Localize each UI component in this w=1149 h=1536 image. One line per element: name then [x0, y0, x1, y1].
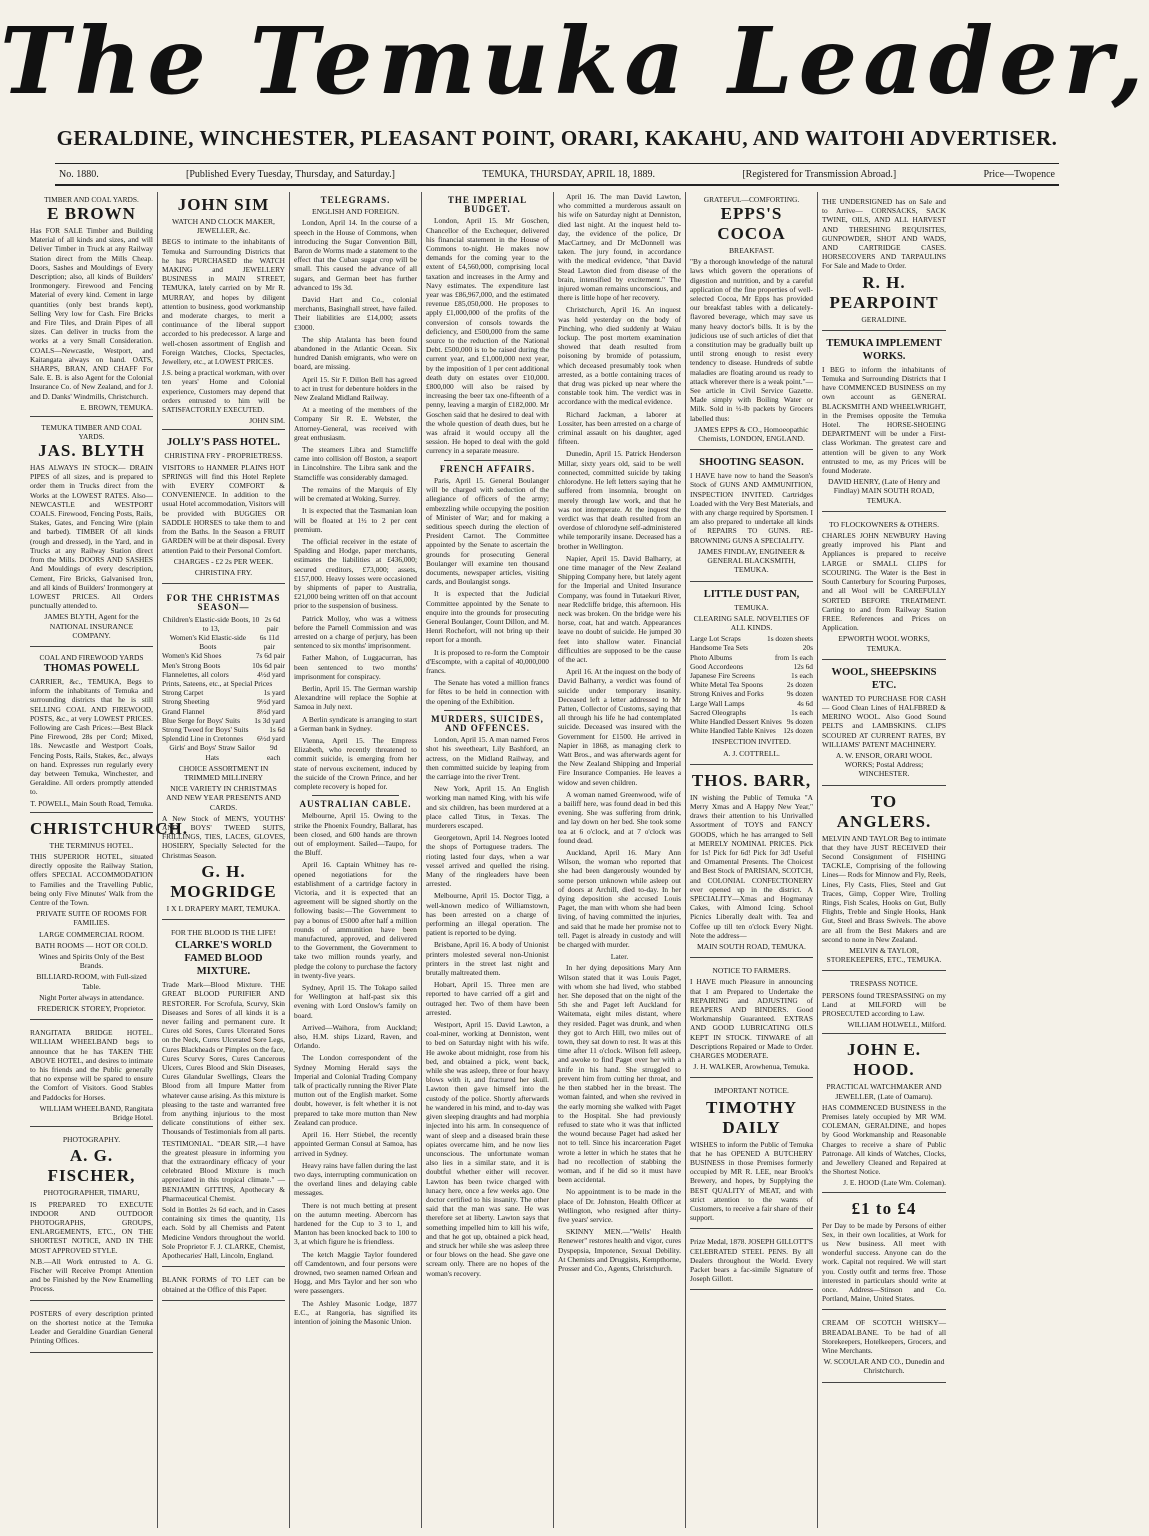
advert-name: TIMOTHY DAILY: [705, 1097, 798, 1137]
price-list-row: [162, 679, 285, 688]
advert-name: TEMUKA IMPLEMENT WORKS.: [826, 337, 942, 362]
wool-sheepskins-advert: [822, 663, 946, 786]
article-paragraph: There is not much betting at present on the autumn meeting. Abercorn has hardened for the Cup to 3 to 1, and Manton has been knocked back to 100 to 3, at which figure he is friendless.: [294, 1200, 417, 1247]
advert-name: LITTLE DUST PAN,: [703, 588, 800, 600]
article-paragraph: April 16. The man David Lawton, who committed a murderous assault on his wife on Saturday night at Denniston, died last night. At the inquest held to-day, the evidence of the police, Dr MacCartney, and Dr McDonnell was taken. The jury found, in accordance with the medical evidence, "that David Stead Lawton died from disease of the brain, intensified by excitement." The injured woman remains unconscious, and there is little hope of her recovery.: [558, 192, 681, 303]
price-list-row: [690, 726, 813, 735]
article-paragraph: It is expected that the Judicial Committee appointed by the Senate to enquire into the grounds for prosecuting General Boulanger, Count Dillon, and M. Henri Rochefort, will not bring up their report for a month.: [426, 589, 549, 645]
price-list-row: [690, 689, 813, 698]
trespass-notice: [822, 974, 946, 1034]
advert-body: THE UNDERSIGNED has on Sale and to Arrive— CORNSACKS, SACK TWINE, OILS, AND ALL HARVEST AND THRESHING REQUISITES, GUNPOWDER, SHOT AND WADS, AND CARTRIDGE CASES. HORSECOVERS AND TARPAULINS For Sale and Made to Order.: [822, 197, 946, 271]
advert-name: CLARKE'S WORLD FAMED BLOOD MIXTURE.: [175, 940, 272, 978]
column-7: [818, 192, 950, 1528]
jollys-pass-hotel-advert: [162, 433, 285, 584]
article-paragraph: Melbourne, April 15. Doctor Tigg, a well-known medico of Williamstown, has been arrested on a charge of performing an illegal operation. The patient is reported to be dying.: [426, 891, 549, 938]
column-6: [686, 192, 818, 1528]
price-list-row: [690, 717, 813, 726]
advert-signature: JAMES FINDLAY, ENGINEER & GENERAL BLACKSMITH, TEMUKA.: [697, 546, 806, 575]
price-list-row: [162, 743, 285, 761]
price-list-row: [162, 734, 285, 743]
price-list-price: 9s dozen: [786, 716, 813, 726]
price-list-row: [690, 671, 813, 680]
masthead-title: The Temuka Leader,: [0, 7, 1149, 115]
advert-line: Wines and Spirits Only of the Best Brands.: [38, 952, 145, 971]
advert-body: Prize Medal, 1878. JOSEPH GILLOTT'S CELEBRATED STEEL PENS. By all Dealers throughout the World. Every Packet bears a fac-simile Signature of Joseph Gillott.: [690, 1237, 813, 1284]
article-paragraph: Berlin, April 15. The German warship Alexandrine will replace the Sophie at Samoa in July next.: [294, 683, 417, 712]
advert-name: SHOOTING SEASON.: [699, 457, 804, 469]
advert-signature: A. W. ENSOR, ORARI WOOL WORKS; Postal Address; WINCHESTER.: [835, 750, 933, 779]
advert-body: THIS SUPERIOR HOTEL, situated directly opposite the Railway Station, offers SPECIAL ACCOMMODATION to Families and the Travelling Public, being only Five Minutes' Walk from the Centre of the Town.: [30, 851, 153, 907]
advert-signature: FREDERICK STOREY, Proprietor.: [37, 1004, 146, 1014]
article-paragraph: Christchurch, April 16. An inquest was held yesterday on the body of Pinching, who died suddenly at Waiau lockup. The post mortem examination showed that death resulted from poisoning by bromide of potassium, which deceased presumably took when arrested, as a bottle containing traces of that drug was picked up near where the constable took him. The verdict was in accordance with the medical evidence.: [558, 305, 681, 407]
advert-signature: JAMES EPPS & CO., Homoeopathic Chemists, LONDON, ENGLAND.: [694, 424, 809, 444]
terminus-hotel-advert: [30, 816, 188, 1020]
advert-signature: JOHN SIM.: [249, 416, 285, 426]
advert-body: IS PREPARED TO EXECUTE INDOOR AND OUTDOOR PHOTOGRAPHS, GROUPS, ENLARGEMENTS, ETC., ON THE SHORTEST NOTICE, AND IN THE MOST APPROVED STYLE.: [30, 1199, 153, 1255]
price-list-price: 9d each: [266, 743, 281, 762]
price-list: [162, 615, 285, 762]
price-list-item: White Handled Table Knives: [690, 726, 776, 736]
article-paragraph: Paris, April 15. General Boulanger will be charged with seduction of the allegiance of officers of the army; embezzling while occupying the position of Minister of War; and for making a seditious speech during the election of President Carnot. The Committee appointed by the Senate to ascertain the grounds for prosecuting General Boulanger will examine ten thousand documents, newspaper articles, visiting cards, and Boulangist songs.: [426, 475, 549, 587]
article-paragraph: At a meeting of the members of the Company Sir R. E. Webster, the Attorney-General, was received with great enthusiasm.: [294, 405, 417, 442]
article-paragraph: Father Mahon, of Luggacurran, has been sentenced to two months' imprisonment for conspiracy.: [294, 653, 417, 681]
advert-line: BATH ROOMS — HOT OR COLD.: [35, 940, 148, 950]
price-list-row: [690, 680, 813, 689]
advert-body: PERSONS found TRESPASSING on my Land at MILFORD will be PROSECUTED according to Law.: [822, 990, 946, 1018]
advert-body: I HAVE much Pleasure in announcing that I am Prepared to Undertake the REPAIRING and ADJUSTING of REAPERS AND BINDERS. Good Workmanship Guaranteed. EXTRAS AND GOOD LUBRICATING OILS KEPT IN STOCK. TINWARE of all Descriptions Repaired or Made to Order. CHARGES MODERATE.: [690, 977, 813, 1061]
column-5: [554, 192, 686, 1528]
advert-note: Sold in Bottles 2s 6d each, and in Cases containing six times the quantity, 11s each. Sold by all Chemists and Patent Medicine Vendors throughout the world. Sole Proprietor F. J. CLARKE, Chemist, Apothecaries' Hall, Lincoln, England.: [162, 1205, 285, 1261]
article-paragraph: It is expected that the Tasmanian loan will be floated at 1½ to 2 per cent premium.: [294, 506, 417, 534]
fischer-advert: [30, 1130, 153, 1300]
advert-line: Night Porter always in attendance.: [39, 992, 144, 1002]
advert-subtitle: THE TERMINUS HOTEL.: [49, 840, 134, 850]
notice-to-farmers-advert: [690, 961, 813, 1078]
john-hood-advert: [822, 1037, 946, 1192]
price-list-row: [690, 699, 813, 708]
rangitata-hotel-advert: [30, 1023, 153, 1127]
price-list-row: [162, 633, 285, 651]
advert-signature: EPWORTH WOOL WORKS, TEMUKA.: [838, 634, 930, 653]
advert-testimonial: TESTIMONIAL. "DEAR SIR,—I have the greatest pleasure in informing you that the extraordinary efficacy of your celebrated Blood Mixture is much appreciated in this tropical climate." — BENJAMIN GITTINS, Apothecary & Pharmaceutical Chemist.: [162, 1138, 285, 1203]
section-heading: AUSTRALIAN CABLE.: [299, 799, 412, 810]
price-list-row: [162, 661, 285, 670]
advert-subtitle: PHOTOGRAPHER, TIMARU,: [43, 1188, 140, 1198]
price-list-row: [162, 697, 285, 706]
price-list-price: from 1s each: [774, 652, 813, 662]
price-list-row: [162, 725, 285, 734]
advert-tagline: TEMUKA TIMBER AND COAL YARDS.: [41, 423, 142, 442]
price-list-item: Strong Tweed for Boys' Suits: [162, 724, 249, 734]
price-list-price: 2s 6d pair: [264, 614, 281, 633]
advert-line: NICE VARIETY IN CHRISTMAS AND NEW YEAR PRESENTS AND CARDS.: [166, 784, 281, 812]
advert-signature: J. H. WALKER, Arowhenua, Temuka.: [693, 1062, 810, 1072]
article-paragraph: Brisbane, April 16. A body of Unionist printers molested several non-Unionist printers in the street last night and brutally maltreated them.: [426, 940, 549, 978]
advert-name: JOHN SIM: [177, 195, 270, 214]
price-list-item: Handsome Tea Sets: [690, 643, 749, 653]
price-list-item: Japanese Fire Screens: [690, 670, 755, 680]
article-paragraph: The London correspondent of the Sydney Morning Herald says the Imperial and Colonial Trading Company talk of practically running the River Plate mutton out of the English market. Some doubt, however, is felt whether it is not prepared to take more mutton than New Zealand can produce.: [294, 1053, 417, 1127]
article-paragraph: The steamers Libra and Stamcliffe came into collision off Boston, a seaport in Lincolnshire. The Libra sank and the Stamcliffe was considerably damaged.: [294, 445, 417, 482]
price-list-item: Large Lot Scraps: [690, 634, 741, 644]
advert-name: G. H. MOGRIDGE: [170, 861, 277, 901]
section-heading: TELEGRAMS.: [320, 195, 391, 205]
advert-tagline: GRATEFUL—COMFORTING.: [703, 195, 800, 204]
advert-signature: J. E. HOOD (Late Wm. Coleman).: [843, 1178, 946, 1188]
columns: [26, 192, 1088, 1528]
price-list-item: Sacred Oleographs: [690, 707, 747, 717]
issue-date: TEMUKA, THURSDAY, APRIL 18, 1889.: [482, 168, 656, 180]
advert-name: JOHN E. HOOD.: [846, 1040, 922, 1080]
advert-line: BILLIARD-ROOM, with Full-sized Table.: [36, 972, 147, 991]
article-paragraph: Arrived—Waihora, from Auckland; also, H.M. ships Lizard, Raven, and Orlando.: [294, 1022, 417, 1051]
section-heading: FRENCH AFFAIRS.: [439, 463, 536, 474]
advert-body: BLANK FORMS of TO LET can be obtained at the Office of this Paper.: [162, 1275, 285, 1294]
advert-subtitle: CHRISTINA FRY - PROPRIETRESS.: [164, 451, 283, 461]
price-list-row: [690, 634, 813, 643]
price-list-row: [162, 670, 285, 679]
price-list-row: [162, 615, 285, 633]
advert-body: I HAVE have now to hand the Season's Stock of GUNS AND AMMUNITION, INSPECTION INVITED. Cartridges Loaded with the Very Best Materials, and with any charge required by Sportsmen. I am also prepared to undertake all kinds of REPAIRS TO GUNS. RE-BROWNING GUNS A SPECIALITY.: [690, 471, 813, 545]
article-paragraph: April 15. Sir F. Dillon Bell has agreed to act in trust for debenture holders in the New Zealand Midland Railway.: [294, 374, 417, 403]
price-list-item: Flannelettes, all colors: [162, 669, 229, 679]
advert-name: WOOL, SHEEPSKINS ETC.: [831, 666, 937, 691]
masthead-subtitle: GERALDINE, WINCHESTER, PLEASANT POINT, ORARI, KAKAHU, AND WAITOHI ADVERTISER.: [56, 126, 1058, 150]
advert-tagline: TO FLOCKOWNERS & OTHERS.: [829, 519, 939, 529]
gillott-pens-advert: [690, 1232, 813, 1290]
price-list-item: Men's Strong Boots: [162, 660, 221, 670]
advert-body: "By a thorough knowledge of the natural laws which govern the operations of digestion and nutrition, and by a careful application of the fine properties of well-selected Cocoa, Mr Epps has provided our breakfast tables with a delicately-flavored beverage, which may save us many heavy doctor's bills. It is by the judicious use of such articles of diet that a constitution may be gradually built up until strong enough to resist every tendency to disease. Hundreds of subtle maladies are floating around us ready to attack wherever there is a weak point."—See article in Civil Service Gazette. Made simply with Boiling Water or Milk. Sold in ½-lb packets by Grocers labelled thus:: [690, 257, 813, 423]
article-paragraph: The official receiver in the estate of Spalding and Hodge, paper merchants, estimates the liabilities at £436,000; secured creditors, £73,000; assets, £157,000. Heavy losses were occasioned by shipments of paper to Australia, £21,000 being written off on that account prior to the suspension of business.: [294, 536, 417, 611]
advert-subtitle: PRACTICAL WATCHMAKER AND JEWELLER, (Late of Oamaru).: [826, 1082, 942, 1101]
masthead: [0, 6, 1149, 116]
article-paragraph: No appointment is to be made in the place of Dr. Johnston, Health Officer at Wellington, who resigned after thirty-five years' service.: [558, 1187, 681, 1224]
price-list-price: 6s 11d pair: [259, 632, 279, 652]
article-paragraph: In her dying depositions Mary Ann Wilson stated that it was Louis Paget, with whom she had lived, who stabbed her. She deposed that on the night of the 5th she and Paget left Auckland for Waitemata, eight miles distant, where they resided. Paget was drunk, and when they got to Arch Hill, two miles out of town, they sat down to rest. It was at this time after 11 o'clock. Wilson fell asleep, and awoke to find Paget over her with a knife in his hand. She struggled to prevent him from cutting her throat, and he then stabbed her in the breast. The woman fainted, and when she revived in the early morning she walked with Paget to the Hospital. She had previously refused to state who it was that inflicted the wound because Paget had asked her not to tell. Since his incarceration Paget wrote a letter in which he states that he had no recollection of stabbing the woman, and if he did so it must have been accidental.: [558, 963, 681, 1185]
article-paragraph: The Senate has voted a million francs for fêtes to be held in connection with the opening of the Exhibition.: [426, 678, 549, 706]
scotch-whisky-advert: [822, 1313, 946, 1382]
advert-line: INSPECTION INVITED.: [712, 737, 791, 747]
john-sim-advert: [162, 192, 285, 430]
advert-signature: DAVID HENRY, (Late of Henry and Findlay) MAIN SOUTH ROAD, TEMUKA.: [828, 477, 940, 505]
advert-body: Per Day to be made by Persons of either Sex, in their own localities, at Work for us New business. All meet with wonderful success. Anyone can do the work. Capital not required. We will start you. Costly outfit and terms free. Those interested in particulars should write at once. Address—Stinson and Co. Portland, Maine, United States.: [822, 1220, 946, 1304]
article-paragraph: A woman named Greenwood, wife of a bailiff here, was found dead in bed this evening. She was suffering from drink, and lay down on her bed. She took some tea at 6 o'clock, and at 7 o'clock was found dead.: [558, 789, 681, 845]
advert-name: THOS. BARR,: [691, 770, 812, 790]
column-4: [422, 192, 554, 1528]
stinson-advert: [822, 1196, 946, 1311]
advert-line: PRIVATE SUITE OF ROOMS FOR FAMILIES.: [36, 909, 147, 928]
article-paragraph: April 16. Captain Whitney has re-opened negotiations for the establishment of a cartridge factory in Victoria, and it is expected that an agreement will be signed shortly on the following basis:—The Government to pay a bonus of £5000 after half a million rounds of ammunition have been manufactured, approved, and delivered to the Government, the Government to take two million rounds yearly, and pledge the colony to purchase the factory in twenty-five years.: [294, 860, 417, 980]
pearpoint-advert: [822, 192, 946, 331]
advert-body: Has FOR SALE Timber and Building Material of all kinds and sizes, and will Deliver Timber in Truck at any Railway Station direct from the Mills Cheap. Doors, Sashes and Mouldings of Every Description; also, all kinds of Builders' Ironmongery. Firewood and Fencing Material of every kind. Cement in large quantities (only best brands kept), Selling Very low for Cash. Fire Bricks and Fire Tiles, and Drain Pipes of all sizes. Can deliver in trucks from the works at a very Small Consideration. COALS—Newcastle, Westport, and Kaitangata always on hand. OATS, SHARPS, BRAN, AND CHAFF For Sale. E. B. is also Agent for the Colonial Insurance Co. of New Zealand, and for J. and D. Danks' Windmills, Christchurch.: [30, 226, 153, 401]
article-paragraph: It is proposed to re-form the Comptoir d'Escompte, with a capital of 40,000,000 francs.: [426, 647, 549, 675]
article-paragraph: Heavy rains have fallen during the last two days, interrupting communication on the overland lines and delaying cable messages.: [294, 1160, 417, 1198]
price-list-item: Blue Serge for Boys' Suits: [162, 715, 240, 725]
article-paragraph: Vienna, April 15. The Empress Elizabeth, who recently threatened to commit suicide, is emerging from her state of nervous excitement, induced by the suicide of the Crown Prince, and her complete recovery is hoped for.: [294, 735, 417, 791]
divider: [444, 710, 531, 711]
advert-name: R. H. PEARPOINT: [829, 272, 939, 312]
price-list-item: Strong Sheeting: [162, 697, 210, 707]
advert-name: EPPS'S COCOA: [717, 204, 786, 243]
powell-advert: [30, 650, 153, 813]
price-list-price: 1s dozen sheets: [767, 634, 813, 644]
advert-name: THOMAS POWELL: [43, 662, 140, 674]
price-list-item: Grand Flannel: [162, 706, 205, 716]
advert-body: A New Stock of MEN'S, YOUTHS' AND BOYS' TWEED SUITS, FRILLINGS, TIES, LACES, GLOVES, HOSIERY, Specially Selected for the Christmas Season.: [162, 813, 285, 860]
dateline: [55, 163, 1059, 186]
temuka-implement-works-advert: [822, 334, 946, 512]
advert-signature: W. SCOULAR AND CO., Dunedin and Christchurch.: [823, 1357, 945, 1376]
price-list-price: 6½d yard: [257, 734, 285, 744]
advert-subtitle: I X L DRAPERY MART, TEMUKA.: [166, 903, 281, 913]
advert-signature: T. POWELL, Main South Road, Temuka.: [30, 798, 153, 808]
advert-name: E BROWN: [47, 204, 136, 223]
price-list-price: 8½d yard: [257, 706, 285, 716]
advert-body: I BEG to inform the inhabitants of Temuka and Surrounding Districts that I have COMMENCED BUSINESS on my own account as GENERAL BLACKSMITH AND WHEELWRIGHT, in the Premises opposite the Temuka Hotel. The HORSE-SHOEING DEPARTMENT will be under a First-class Workman. The greatest care and attention will be given to any Work entrusted to me, as my Prices will be found Moderate.: [822, 364, 946, 476]
article-paragraph: A Berlin syndicate is arranging to start a German bank in Sydney.: [294, 714, 417, 733]
advert-line: LARGE COMMERCIAL ROOM.: [39, 929, 144, 939]
price-list-item: Good Accordeons: [690, 661, 744, 671]
brown-advert: [30, 192, 153, 417]
publication-schedule: [Published Every Tuesday, Thursday, and Saturday.]: [186, 168, 395, 180]
article-paragraph: Melbourne, April 15. Owing to the strike the Phoenix Foundry, Ballarat, has been closed, and 600 hands are thrown out of employment. Sailed—Taupo, for the Bluff.: [294, 811, 417, 858]
price-list-price: 4s 6d: [797, 698, 813, 708]
blank-forms-notice: [162, 1270, 285, 1300]
divider: [312, 795, 399, 796]
advert-tagline: PHOTOGRAPHY.: [62, 1135, 121, 1145]
price-list-row: [690, 643, 813, 652]
price-list-item: Prints, Sateens, etc., at Special Prices: [162, 678, 273, 688]
advert-line: CHARGES - £2 2s PER WEEK.: [173, 556, 274, 566]
advert-note: N.B.—All Work entrusted to A. G. Fischer will Receive Prompt Attention and be Finished by the New Enamelling Process.: [30, 1256, 153, 1294]
timothy-daily-advert: [690, 1081, 813, 1229]
article-paragraph: David Hart and Co., colonial merchants, Basinghall street, have failed. Their liabilities are £14,000; assets £3000.: [294, 295, 417, 332]
article-paragraph: Napier, April 15. David Balharry, at one time manager of the New Zealand Shipping Company here, but lately agent for the Imperial and United Insurance Company, was found in Tutaekuri River, near Redcliffe bridge, this afternoon. His neck was broken. On the bridge were his horse, coat, hat and watch. Appearances leave no doubt of suicide. He jumped 30 feet into shallow water. Financial difficulties are supposed to be the cause of the act.: [558, 553, 681, 664]
shooting-season-advert: [690, 453, 813, 581]
advert-body: RANGITATA BRIDGE HOTEL. WILLIAM WHEELBAND begs to announce that he has TAKEN THE ABOVE HOTEL, and desires to intimate to his friends and the Public generally that no expense will be spared to ensure the Comfort of Visitors. Good Stables and Paddocks for Horses.: [30, 1028, 153, 1102]
price-list-price: 9s dozen: [786, 689, 813, 699]
advert-subtitle: GERALDINE.: [861, 314, 907, 324]
little-dust-pan-advert: [690, 585, 813, 765]
advert-signature: A. J. COTTRELL.: [723, 748, 780, 758]
price-list-price: 1s 3d yard: [254, 715, 285, 725]
advert-signature: WILLIAM WHEELBAND, Rangitata Bridge Hotel.: [39, 1103, 153, 1123]
epps-cocoa-advert: [690, 192, 813, 450]
advert-body: HAS COMMENCED BUSINESS in the Premises lately occupied by MR WM. COLEMAN, GERALDINE, and hopes by Good Workmanship and Reasonable Charges to receive a share of Public Patronage. All kinds of Watches, Clocks, and Jewellery Cleaned and Repaired at the Shortest Notice.: [822, 1102, 946, 1177]
advert-signature: WILLIAM HOLWELL, Milford.: [847, 1020, 946, 1030]
price-list-price: 2s dozen: [786, 680, 813, 690]
price-list-item: Girls' and Boys' Straw Sailor Hats: [169, 743, 255, 762]
advert-name: A. G. FISCHER,: [47, 1146, 136, 1186]
advert-name: CHRISTCHURCH.: [30, 818, 188, 838]
price-list-price: 9½d yard: [257, 697, 285, 707]
advert-body: WANTED TO PURCHASE FOR CASH — Good Clean Lines of HALFBRED & MERINO WOOL. Also Good Sound PELTS and LAMBSKINS. CLIPS SCOURED AT CURRENT RATES, BY WILLIAMS' PATENT MACHINERY.: [822, 693, 946, 749]
price-list: [690, 634, 813, 735]
advert-name: £1 to £4: [851, 1198, 917, 1218]
flockowners-advert: [822, 515, 946, 660]
price-list-row: [690, 653, 813, 662]
to-anglers-advert: [822, 789, 946, 972]
price-list-item: Women's Kid Elastic-side Boots: [169, 632, 246, 652]
article-paragraph: The remains of the Marquis of Ely will be cremated at Woking, Surrey.: [294, 484, 417, 504]
advert-name: JAS. BLYTH: [38, 441, 145, 461]
article-paragraph: April 16. Herr Stiebel, the recently appointed German Consul at Samoa, has arrived in Sydney.: [294, 1130, 417, 1158]
price-list-price: 4½d yard: [257, 669, 285, 679]
price-list-item: Women's Kid Shoes: [162, 651, 222, 661]
price-list-item: Photo Albums: [690, 652, 733, 662]
posters-notice: [30, 1304, 153, 1353]
price-list-item: White Handled Dessert Knives: [690, 716, 782, 726]
article-paragraph: London, April 14. In the course of a speech in the House of Commons, when introducing the Sugar Convention Bill, Baron de Worms made a statement to the effect that the Cuban sugar crop will be small. This caused the advance of all sugars, and German beet has further advanced to 19s 3d.: [294, 218, 417, 292]
advert-tagline: FOR THE CHRISTMAS SEASON—: [166, 593, 281, 613]
price-list-price: 12s 6d: [793, 661, 813, 671]
advert-line: CLEARING SALE. NOVELTIES OF ALL KINDS.: [693, 613, 810, 632]
advert-tagline: TRESPASS NOTICE.: [850, 979, 918, 989]
mogridge-advert: [162, 587, 285, 920]
advert-tagline: FOR THE BLOOD IS THE LIFE!: [171, 928, 276, 937]
advert-subtitle: BREAKFAST.: [728, 246, 775, 255]
advert-signature: JAMES BLYTH, Agent for the NATIONAL INSURANCE COMPANY.: [44, 612, 139, 640]
section-heading: THE IMPERIAL BUDGET.: [447, 195, 528, 215]
advert-signature: CHRISTINA FRY.: [194, 567, 253, 577]
article-paragraph: The ship Atalanta has been found abandoned in the Atlantic Ocean. Six hundred Danish emigrants, who were on board, are missing.: [294, 334, 417, 372]
price-list-item: Splendid Line in Cretonnes: [162, 734, 244, 744]
price-list-item: Strong Knives and Forks: [690, 689, 764, 699]
article-paragraph: Dunedin, April 15. Patrick Henderson Millar, sixty years old, said to be well connected, committed suicide by taking chlorodyne. He left letters saying that he suffered from insomnia, brought on merely through law work, and that he was not intemperate. At the inquest the verdict was that death resulted from an overdose of chlorodyne self-administered while temporarily insane. Deceased has a brother in Wellington.: [558, 449, 681, 551]
price-list-price: 12s dozen: [783, 726, 813, 736]
article-paragraph: Auckland, April 16. Mary Ann Wilson, the woman who reported that she had been dangerously wounded by some person unknown while asleep out of doors at Archill, died to-day. In her dying deposition she accused Louis Paget, the man with whom she had been living, of having committed the injuries, and said that he made her promise not to tell. Paget is already in custody and will be charged with murder.: [558, 848, 681, 950]
advert-body: VISITORS to HANMER PLAINS HOT SPRINGS will find this Hotel Replete with EVERY COMFORT & CONVENIENCE. In addition to the usual Hotel accommodation, Visitors will be provided with BUGGIES OR SADDLE HORSES to take them to and from the Baths. In the Season a FRUIT GARDEN will be at their disposal. Every attention Paid to their Personal Comfort.: [162, 462, 285, 555]
price-list-item: White Metal Tea Spoons: [690, 680, 764, 690]
article-paragraph: SKINNY MEN.—"Wells' Health Renewer" restores health and vigor, cures Dyspepsia, Impotence, Sexual Debility. At Chemists and Druggists, Kempthorne, Prosser and Co., Agents, Christchurch.: [558, 1227, 681, 1273]
advert-tagline: IMPORTANT NOTICE.: [714, 1086, 789, 1096]
registration-note: [Registered for Transmission Abroad.]: [742, 168, 897, 180]
column-3: [290, 192, 422, 1528]
advert-name: JOLLY'S PASS HOTEL.: [167, 437, 280, 449]
issue-number: No. 1880.: [59, 168, 99, 180]
advert-body: Trade Mark—Blood Mixture. THE GREAT BLOOD PURIFIER AND RESTORER. For Scrofula, Scurvy, Skin Diseases and Sores of all kinds it is a never failing and permanent cure. It Cures old Sores, Cures Ulcerated Sores on the Neck, Cures Ulcerated Sore Legs, Cures Blackheads or Pimples on the face, Cures Scurvy Sores, Cures Cancerous Ulcers, Cures Blood and Skin Diseases, Cures Glandular Swellings, Clears the Blood from all Impure Matter from whatever cause arising. As this mixture is pleasing to the taste and warranted free from anything injurious to the most delicate constitutions of either sex. Thousands of Testimonials from all parts.: [162, 980, 285, 1137]
advert-signature: MELVIN & TAYLOR, STOREKEEPERS, ETC., TEMUKA.: [826, 945, 942, 965]
advert-signature: MAIN SOUTH ROAD, TEMUKA.: [697, 942, 806, 951]
article-paragraph: London, April 15. A man named Feros shot his sweetheart, Lily Bashford, an actress, on the Midland Railway, and then committed suicide by leaping from the carriage into the river Trent.: [426, 735, 549, 781]
price-list-price: 20s: [802, 643, 813, 653]
article-paragraph: Sydney, April 15. The Tokapo sailed for Wellington at half-past six this evening with Lord Onslow's family on board.: [294, 983, 417, 1020]
thos-barr-advert: [690, 768, 813, 958]
advert-body: CHARLES JOHN NEWBURY Having greatly improved his Plant and Appliances is prepared to receive LARGE or SMALL CLIPS for SCOURING. The Water is the Best in South Canterbury for Scouring Purposes, and all Wool will be CAREFULLY SORTED BEFORE TREATMENT. Carting to and from Railway Station FREE. References and Prices on Application.: [822, 531, 946, 633]
price-list-row: [162, 651, 285, 660]
article-paragraph: The ketch Maggie Taylor foundered off Camdentown, and four persons were drowned, two seamen named Orlean and Hogg, and Mrs Taylor and her son who were passengers.: [294, 1249, 417, 1296]
price-list-row: [162, 707, 285, 716]
price-list-price: 7s 6d pair: [255, 651, 285, 661]
advert-body: CREAM OF SCOTCH WHISKY— BREADALBANE. To be had of all Storekeepers, Hotelkeepers, Grocers, and Wine Merchants.: [822, 1318, 946, 1356]
price-list-price: 10s 6d pair: [252, 660, 285, 670]
price-list-price: 1s yard: [263, 688, 285, 698]
section-heading: MURDERS, SUICIDES, AND OFFENCES.: [431, 713, 544, 733]
price-list-row: [690, 662, 813, 671]
article-paragraph: Hobart, April 15. Three men are reported to have carried off a girl and outraged her. Two of them have been arrested.: [426, 980, 549, 1017]
price-list-price: 1s 6d: [269, 724, 285, 734]
price-list-item: Strong Carpet: [162, 688, 204, 698]
price-list-price: 1s each: [791, 707, 813, 717]
article-paragraph: Georgetown, April 14. Negroes looted the shops of Portuguese traders. The rioting lasted four days, when a war vessel arrived and quelled the rising. Many of the ringleaders have been arrested.: [426, 833, 549, 889]
article-paragraph: London, April 15. Mr Goschen, Chancellor of the Exchequer, delivered his financial statement in the House of Commons to-night. He makes now demands for the coming year to the extent of £4,560,000, comprising local taxation and increases in the Army and Navy estimates. The expenditure last year was £86,967,000, and the estimated revenue £85,050,000. He proposes to apply £1,000,000 of the profits of the conversion of consols towards the deficiency, and £500,000 from the same source to the reduction of the National Debt. £500,000 is to be raised during the current year, and £1,000,000 next year, by the imposition of 1 per cent additional death duty on estates over £10,000. £800,000 will also be raised by increasing the beer tax one-fifteenth of a penny, leaving a margin of £182,000. Mr Goschen said that he desired to deal with the whole question of death dues, but he was afraid it would occupy all the session. He hoped to deal with the gold currency in a separate measure.: [426, 216, 549, 456]
price-list-price: 1s each: [791, 670, 813, 680]
advert-body: WISHES to inform the Public of Temuka that he has OPENED A BUTCHERY BUSINESS in those Premises formerly occupied by MR R. LEE, near Brook's Brewery, and hopes, by Supplying the BEST QUALITY of MEAT, and with strict attention to the wants of Customers, to receive a fair share of their support.: [690, 1139, 813, 1223]
advert-note: J.S. being a practical workman, with over ten years' Home and Colonial experience, Customers may depend that orders entrusted to him will be SATISFACTORILY EXECUTED.: [162, 368, 285, 415]
section-subheading: ENGLISH AND FOREIGN.: [311, 207, 400, 217]
advert-tagline: TIMBER AND COAL YARDS.: [44, 195, 139, 204]
clarkes-blood-mixture-advert: [162, 923, 285, 1267]
article-paragraph: Patrick Molloy, who was a witness before the Parnell Commission and was arrested on a charge of perjury, has been sentenced to six months' imprisonment.: [294, 613, 417, 651]
price-list-row: [162, 716, 285, 725]
price-list-item: Large Wall Lamps: [690, 698, 745, 708]
price-list-row: [162, 688, 285, 697]
advert-tagline: COAL AND FIREWOOD YARDS: [39, 652, 144, 662]
article-paragraph: New York, April 15. An English working man named King, with his wife and six children, has been murdered at a place called Titus, in Texas. The murderers escaped.: [426, 784, 549, 830]
article-paragraph: April 16. At the inquest on the body of David Balharry, a verdict was found of suicide under temporary insanity. Deceased left a letter addressed to Mr Patten, Collector of Customs, saying that all through his life he had contemplated suicide. Deceased was insured with the Government for £1500. He arrived in Napier in 1868, as managing clerk to Watt Bros., and was afterwards agent for the New Zealand Shipping and Imperial Fire Insurance Companies. He leaves a widow and seven children.: [558, 667, 681, 787]
divider: [444, 460, 531, 461]
advert-body: CARRIER, &c., TEMUKA, Begs to inform the inhabitants of Temuka and surrounding districts that he is still SELLING COAL AND FIREWOOD, POSTS, &c., at very LOWEST PRICES. Following are Cash Prices:—Best Black Pine Firewood, 28s per Cord; Mixed, 18s. Newcastle and Westport Coals, Fencing Posts, Rails, Stakes, &c., always on hand. Expresses run regularly every day between Temuka, Winchester, and Geraldine. All orders promptly attended to.: [30, 676, 153, 797]
article-paragraph: The Ashley Masonic Lodge, 1877 E.C., at Rangoria, has signified its intention of joining the Masonic Union.: [294, 1298, 417, 1326]
advert-subtitle: WATCH AND CLOCK MAKER, JEWELLER, &c.: [172, 217, 275, 236]
column-2: [158, 192, 290, 1528]
advert-name: TO ANGLERS.: [836, 791, 932, 831]
advert-body: IN wishing the Public of Temuka "A Merry Xmas and A Happy New Year," draws their attention to his Unrivalled Assortment of TOYS and FANCY GOODS, which he has arranged to Sell at MERELY NOMINAL PRICES. Pick for 1s! Pick for 6d! Pick for 3d! Useful and Ornamental Presents. The Choicest and Best Stock of PARISIAN, SCOTCH, and COLONIAL CONFECTIONERY ever opened up in the district. A SPECIALITY—Xmas and Hogmanay Cakes, with Almond Icing. School Picnics Liberally dealt with. Tea and Coffee up till ten o'clock Every Night. Note the address—: [690, 792, 813, 940]
price-list-row: [690, 708, 813, 717]
advert-body: POSTERS of every description printed on the shortest notice at the Temuka Leader and Geraldine Guardian General Printing Offices.: [30, 1308, 153, 1346]
advert-tagline: NOTICE TO FARMERS.: [712, 966, 791, 976]
advert-signature: E. BROWN, TEMUKA.: [80, 402, 153, 412]
advert-body: MELVIN AND TAYLOR Beg to intimate that they have JUST RECEIVED their Second Consignment of FISHING TACKLE, Comprising of the following Lines— Rods for Minnow and Fly, Reels, Lines, Fly Casts, Flies, Steel and Gut Traces, Gimp, Copper Wire, Trolling Rings, Fish Scales, Hooks on Gut, Bully Flights, Treble and Single Hooks, Hank Gut, Steel and Brass Swivels. The above are all from the Best Makers and are second to none in New Zealand.: [822, 833, 946, 944]
article-paragraph: Westport, April 15. David Lawton, a coal-miner, working at Denniston, went to bed on Saturday night with his wife. He awoke about midnight, rose from his bed, and obtained a pick, went back, while she was asleep, three or four heavy blows with it, and fractured her skull. Lawton then gave himself into the custody of the police. Shortly afterwards he wandered in his mind, and to-day was given sleeping draughts and had morphia injected into his arm. In consequence of want of sleep and a diseased brain these opiates overcame him, and he now lies unconscious. The unfortunate woman also lies in a similar state, and it is doubtful whether either will recover. Lawton has been twice charged with lunacy here, once a few weeks ago. One doctor certified to his insanity. The other said that the man was sane. He was therefore set at liberty. Lawton says that something impelled him to kill his wife, and that he got up, obtained a pick head, and struck her while she was asleep three or four blows on the head. She gave one scream only. There are no hopes of the woman's recovery.: [426, 1020, 549, 1278]
price-list-item: Children's Elastic-side Boots, 10 to 13,: [162, 614, 260, 633]
section-subheading: Later.: [610, 952, 629, 962]
article-paragraph: Richard Jackman, a laborer at Lossiter, has been arrested on a charge of criminal assault on his daughter, aged fifteen.: [558, 409, 681, 447]
advert-line: CHOICE ASSORTMENT IN TRIMMED MILLINERY: [178, 763, 269, 782]
advert-body: BEGS to intimate to the inhabitants of Temuka and Surrounding Districts that he has PURCHASED the WATCH MAKING and JEWELLERY BUSINESS in MAIN STREET, TEMUKA, lately carried on by Mr R. MURRAY, and hopes by diligent attention to business, good workmanship and moderate charges, to merit a continuance of the liberal support accorded to his predecessor. A large and well-chosen assortment of English and Foreign Watches, Clocks, Spectacles, Jewellery, etc., at LOWEST PRICES.: [162, 237, 285, 367]
price: Price—Twopence: [983, 168, 1055, 180]
blyth-advert: [30, 420, 153, 647]
advert-body: HAS ALWAYS IN STOCK— DRAIN PIPES of all sizes, and is prepared to order them in Trucks direct from the Works at the LOWEST RATES. Also— NEWCASTLE and WESTPORT COALS. Firewood, Fencing Posts, Rails, Stakes, Gates, and Fencing Wire (plain and barbed). TIMBER Of all kinds (rough and dressed), in the Yard, and in Trucks at any Railway Station direct from the Mills. DOORS AND SASHES And Mouldings of every description, Cement, Fire Bricks, Galvanised Iron, and all kinds of Builders' Ironmongery at LOWEST PRICES. All Orders punctually attended to.: [30, 463, 153, 611]
advert-subtitle: TEMUKA.: [734, 602, 769, 612]
